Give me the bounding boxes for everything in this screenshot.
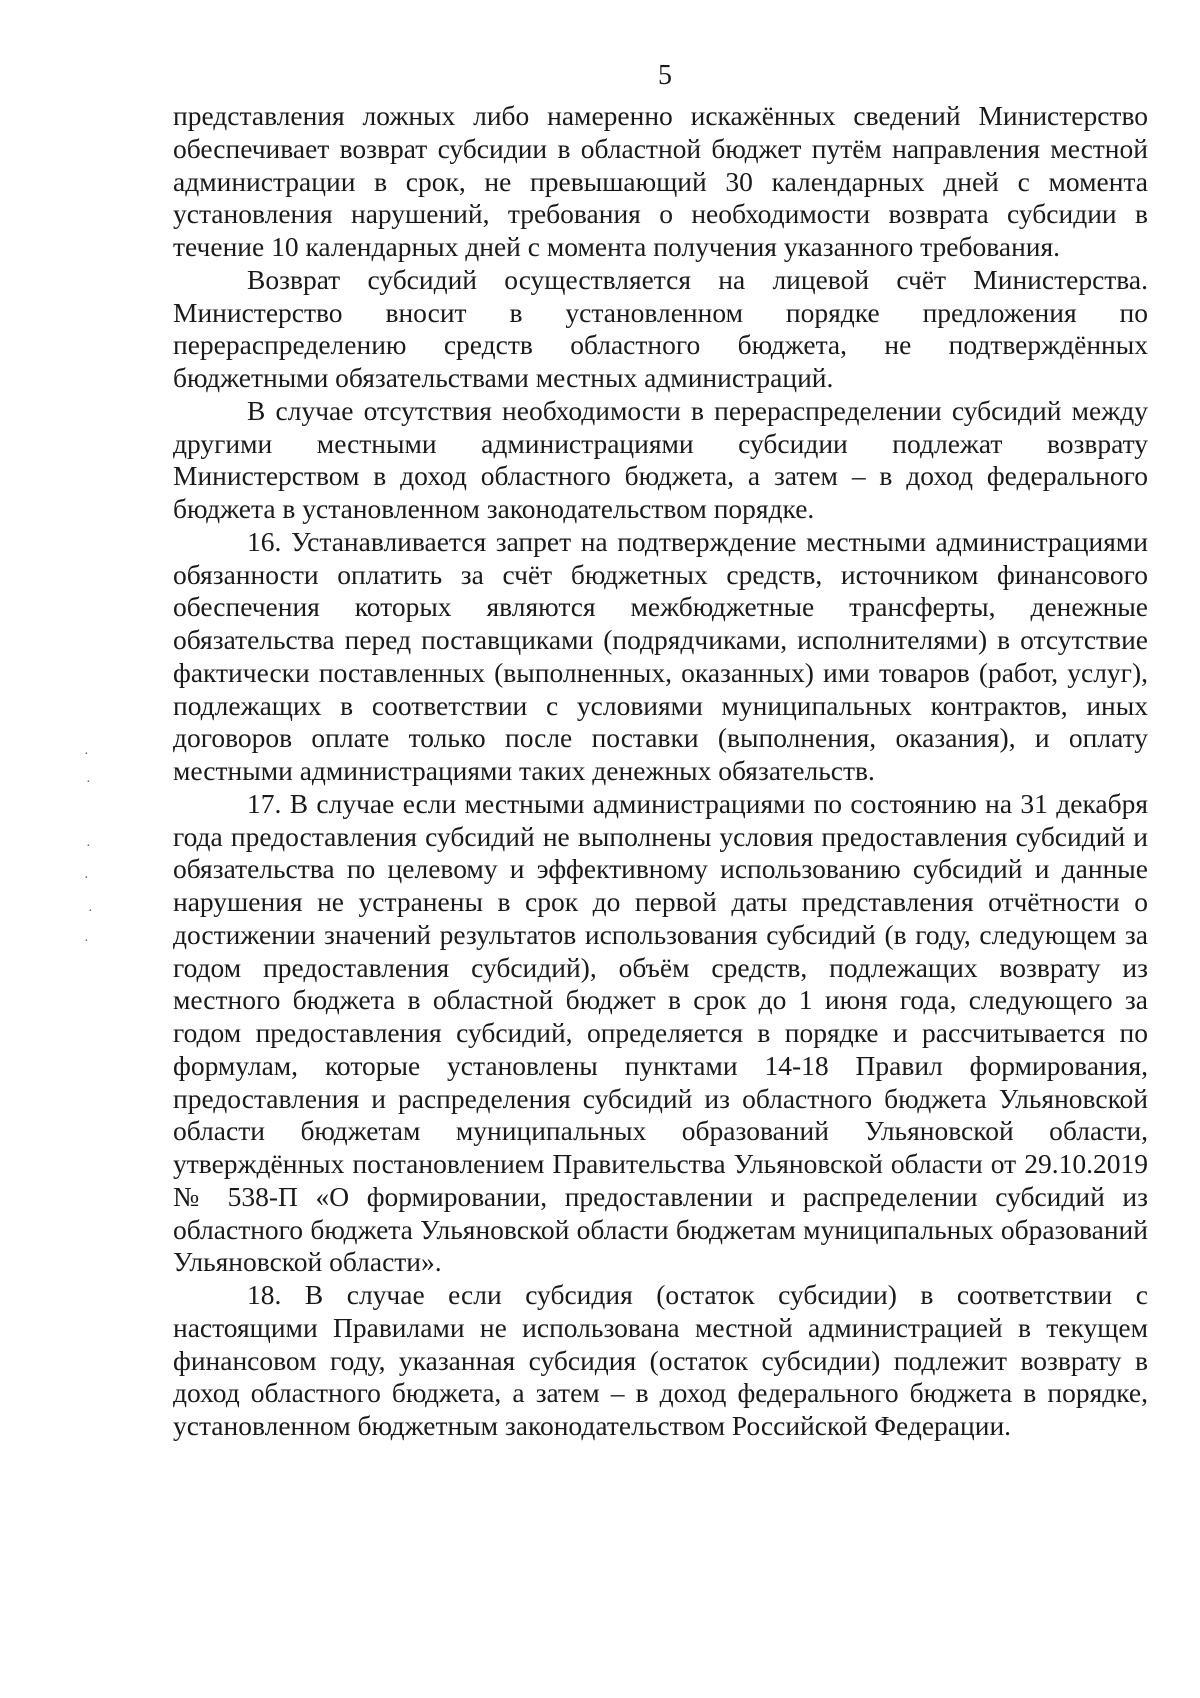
paragraph-return-requirement: представления ложных либо намеренно искажённых сведений Министерство обеспечивает возврат субсидии в областной бюджет путём направления местной администрации в срок, не превышающий 30 календарных дней с момента установления нарушений, требования о необходимости возврата субсидии в течение 10 календарных дней с момента получения указанного требования. — [173, 100, 1148, 262]
paragraph-redistribution: В случае отсутствия необходимости в перераспределении субсидий между другими местными администрациями субсидии подлежат возврату Министерством в доход областного бюджета, а затем – в доход федерального бюджета в установленном законодательством порядке. — [173, 394, 1148, 524]
scan-speck: · — [84, 934, 89, 949]
paragraph-clause-16: 16. Устанавливается запрет на подтверждение местными администрациями обязанности оплатить за счёт бюджетных средств, источником финансового обеспечения которых являются межбюджетные трансферты, денежные обязательства перед поставщиками (подрядчиками, исполнителями) в отсутствие фактически поставленных (выполненных, оказанных) ими товаров (работ, услуг), подлежащих в соответствии с условиями муниципальных контрактов, иных договоров оплате только после поставки (выполнения, оказания), и оплату местными администрациями таких денежных обязательств. — [173, 525, 1148, 786]
body-text — [173, 100, 1148, 1443]
paragraph-clause-18: 18. В случае если субсидия (остаток субсидии) в соответствии с настоящими Правилами не использована местной администрацией в текущем финансовом году, указанная субсидия (остаток субсидии) подлежит возврату в доход областного бюджета, а затем – в доход федерального бюджета в порядке, установленном бюджетным законодательством Российской Федерации. — [173, 1279, 1148, 1441]
paragraph-clause-17: 17. В случае если местными администрациями по состоянию на 31 декабря года предоставления субсидий не выполнены условия предоставления субсидий и обязательства по целевому и эффективному использованию субсидий и данные нарушения не устранены в срок до первой даты представления отчётности о достижении значений результатов использования субсидий (в году, следующем за годом предоставления субсидий), объём средств, подлежащих возврату из местного бюджета в областной бюджет в срок до 1 июня года, следующего за годом предоставления субсидий, определяется в порядке и рассчитывается по формулам, которые установлены пунктами 14-18 Правил формирования, предоставления и распределения субсидий из областного бюджета Ульяновской области бюджетам муниципальных образований Ульяновской области, утверждённых постановлением Правительства Ульяновской области от 29.10.2019 № 538-П «О формировании, предоставлении и распределении субсидий из областного бюджета Ульяновской области бюджетам муниципальных образований Ульяновской области». — [173, 787, 1148, 1278]
scan-speck: · — [84, 747, 89, 762]
paragraph-return-account: Возврат субсидий осуществляется на лицевой счёт Министерства. Министерство вносит в установленном порядке предложения по перераспределению средств областного бюджета, не подтверждённых бюджетными обязательствами местных администраций. — [173, 263, 1148, 393]
scan-speck: · — [84, 871, 89, 886]
scan-speck: · — [86, 775, 91, 790]
scan-speck: · — [88, 904, 93, 919]
scan-speck: · — [86, 839, 91, 854]
page-number: 5 — [658, 60, 672, 91]
